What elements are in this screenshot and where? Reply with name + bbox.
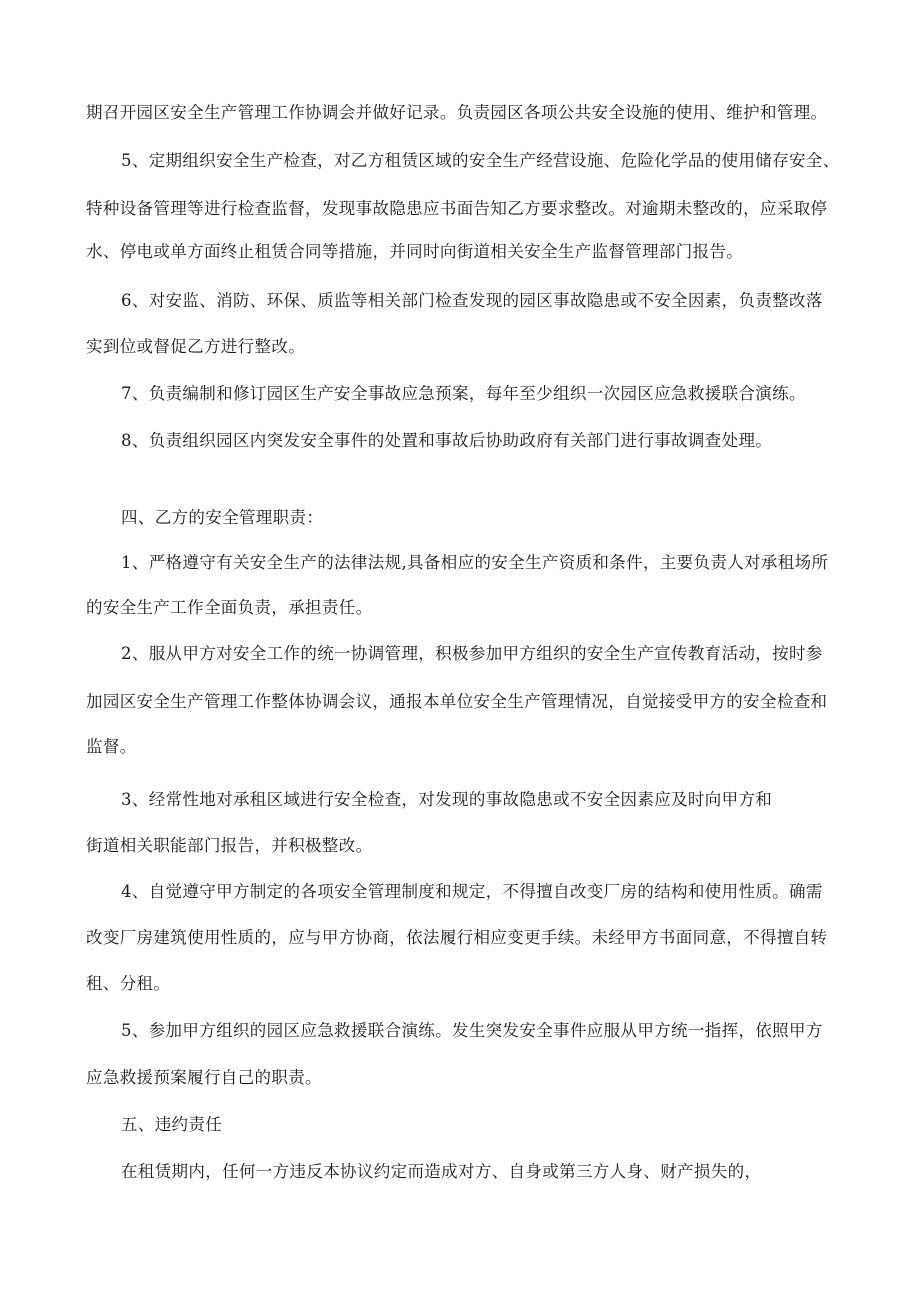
duty-1-line-2: 的安全生产工作全面负责，承担责任。 xyxy=(86,598,373,617)
duty-4-line-2: 改变厂房建筑使用性质的，应与甲方协商，依法履行相应变更手续。未经甲方书面同意，不得擅自转 xyxy=(86,928,828,947)
clause-7-line: 7、负责编制和修订园区生产安全事故应急预案，每年至少组织一次园区应急救援联合演练。 xyxy=(121,384,806,403)
duty-4-line-1: 4、自觉遵守甲方制定的各项安全管理制度和规定，不得擅自改变厂房的结构和使用性质。确需 xyxy=(121,882,823,901)
duty-5-line-1: 5、参加甲方组织的园区应急救援联合演练。发生突发安全事件应服从甲方统一指挥，依照甲方 xyxy=(121,1021,823,1040)
duty-2-line-1: 2、服从甲方对安全工作的统一协调管理，积极参加甲方组织的安全生产宣传教育活动，按时参 xyxy=(121,644,823,663)
section-heading-five: 五、违约责任 xyxy=(121,1115,223,1134)
clause-5-line-1: 5、定期组织安全生产检查，对乙方租赁区域的安全生产经营设施、危险化学品的使用储存安全、 xyxy=(121,151,840,170)
breach-paragraph-line: 在租赁期内，任何一方违反本协议约定而造成对方、自身或第三方人身、财产损失的， xyxy=(121,1162,762,1181)
duty-4-line-3: 租、分租。 xyxy=(86,974,171,993)
duty-3-line-2: 街道相关职能部门报告，并积极整改。 xyxy=(86,836,373,855)
duty-5-line-2: 应急救援预案履行自己的职责。 xyxy=(86,1068,322,1087)
duty-2-line-2: 加园区安全生产管理工作整体协调会议，通报本单位安全生产管理情况，自觉接受甲方的安全检查和 xyxy=(86,692,828,711)
paragraph-line: 期召开园区安全生产管理工作协调会并做好记录。负责园区各项公共安全设施的使用、维护和管理。 xyxy=(86,103,828,122)
duty-2-line-3: 监督。 xyxy=(86,737,137,756)
clause-6-line-1: 6、对安监、消防、环保、质监等相关部门检查发现的园区事故隐患或不安全因素，负责整改落 xyxy=(121,291,823,310)
clause-8-line: 8、负责组织园区内突发安全事件的处置和事故后协助政府有关部门进行事故调查处理。 xyxy=(121,431,773,450)
section-heading-four: 四、乙方的安全管理职责： xyxy=(121,508,324,527)
duty-1-line-1: 1、严格遵守有关安全生产的法律法规,具备相应的安全生产资质和条件，主要负责人对承租场所 xyxy=(121,553,829,572)
clause-6-line-2: 实到位或督促乙方进行整改。 xyxy=(86,337,306,356)
clause-5-line-2: 特种设备管理等进行检查监督，发现事故隐患应书面告知乙方要求整改。对逾期未整改的，应采取停 xyxy=(86,199,828,218)
duty-3-line-1: 3、经常性地对承租区域进行安全检查，对发现的事故隐患或不安全因素应及时向甲方和 xyxy=(121,790,773,809)
clause-5-line-3: 水、停电或单方面终止租赁合同等措施，并同时向街道相关安全生产监督管理部门报告。 xyxy=(86,242,744,261)
